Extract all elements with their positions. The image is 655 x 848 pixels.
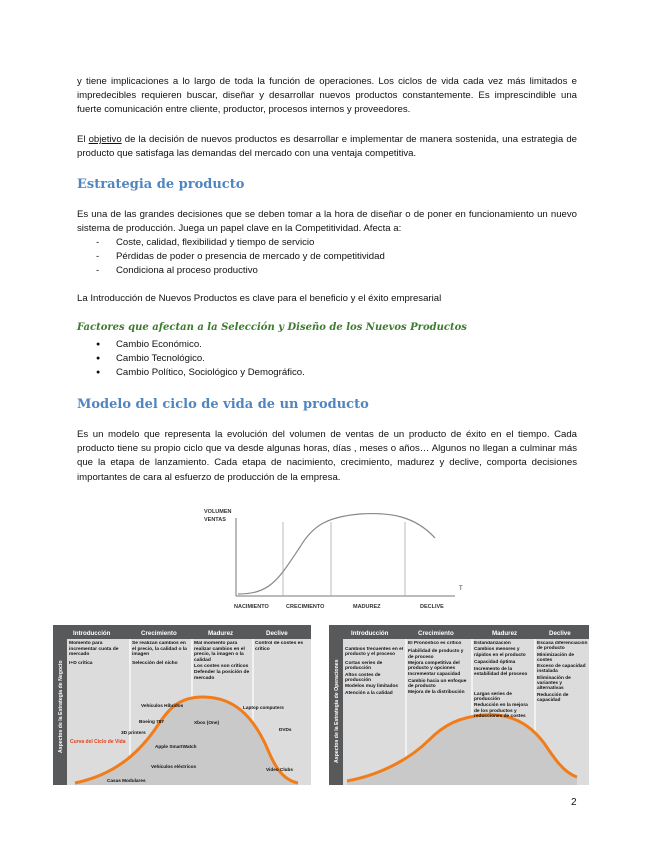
phase-label: CRECIMIENTO	[286, 604, 325, 610]
phase-label: MADUREZ	[353, 604, 381, 610]
curve-label: Curva del Ciclo de Vida	[70, 739, 126, 745]
product-label: DVDs	[279, 727, 292, 732]
cell-text: El Pronóstico es crítico	[408, 641, 462, 646]
cell-text: I+D crítica	[69, 660, 93, 666]
cell-text: Cortas series de producción	[345, 660, 383, 672]
x-axis-label: T	[459, 586, 463, 592]
estrategia-heading: Estrategia de producto	[77, 177, 245, 192]
bullet-marker: -	[96, 237, 100, 248]
column-header: Declive	[266, 630, 288, 637]
objective-prefix: El	[77, 134, 89, 145]
side-label: Aspectos de la Estrategia de Operaciones	[334, 659, 340, 763]
intro-paragraph: y tiene implicaciones a lo largo de toda la función de operaciones. Los ciclos de vida cada vez más limitados e impredecibles requieren buscar, diseñar y desarrollar nuevos productos constantemente. Es imprescindible una fuerte comunicación entre cliente, productor, procesos internos y proveedores.	[77, 76, 577, 116]
bullet-marker: ●	[96, 341, 101, 348]
cell-text: Minimización de costes	[537, 652, 575, 663]
bullet-marker: -	[96, 251, 100, 262]
side-label: Aspectos de la Estrategia de Negocio	[58, 660, 64, 753]
product-label: Laptop computers	[243, 705, 284, 710]
cell-text: Modelos muy limitados	[345, 684, 399, 690]
modelo-heading: Modelo del ciclo de vida de un producto	[77, 397, 369, 412]
page-number: 2	[571, 797, 577, 808]
cell-text: Se realizan cambios en el precio, la calidad o la imagen	[132, 641, 187, 658]
cell-text: Altos costes de producción	[345, 672, 381, 684]
factores-heading: Factores que afectan a la Selección y Diseño de los Nuevos Productos	[77, 322, 467, 333]
cell-text: Defender la posición de mercado	[194, 669, 250, 681]
product-label: Casas Modulares	[107, 778, 146, 783]
estrategia-closing: La Introducción de Nuevos Productos es clave para el beneficio y el éxito empresarial	[77, 293, 442, 304]
cell-text: Los costes son críticos	[194, 664, 249, 670]
cell-text: Control de costes es crítico	[255, 641, 304, 652]
list-item-text: Cambio Tecnológico.	[116, 353, 205, 364]
list-item-text: Cambio Político, Sociológico y Demográfico.	[116, 367, 305, 378]
phase-label: NACIMIENTO	[234, 604, 269, 610]
cell-text: Estandarización	[474, 641, 511, 646]
product-label: Vehículos Híbridos	[141, 703, 184, 708]
cell-text: Mal momento para realizar cambios en el precio, la imagen o la calidad	[194, 641, 245, 663]
cell-text: Eliminación de variantes y alternativas	[537, 675, 571, 692]
life-cycle-curve	[238, 514, 435, 594]
cell-text: Exceso de capacidad instalada	[537, 664, 586, 675]
cell-text: Reducción de capacidad	[537, 692, 569, 703]
phase-label: DECLIVE	[420, 604, 444, 610]
cell-text: Largas series de producción	[474, 691, 512, 703]
bullet-marker: ●	[96, 355, 101, 362]
product-label: Xbox (One)	[194, 720, 220, 725]
list-item-text: Cambio Económico.	[116, 339, 202, 350]
cell-text: Capacidad óptima	[474, 659, 516, 665]
product-label: 3D printers	[121, 730, 146, 735]
list-item-text: Pérdidas de poder o presencia de mercado y de competitividad	[116, 251, 385, 262]
cell-text: Incremento de la estabilidad del proceso	[474, 667, 528, 678]
column-header: Crecimiento	[418, 630, 454, 637]
estrategia-paragraph: Es una de las grandes decisiones que se deben tomar a la hora de diseñar o de poner en funcionamiento un nuevo sistema de producción. Juega un papel clave en la Competitividad. Afecta a:	[77, 209, 577, 235]
cell-text: Reducción en la mejora de los productos y reducciones de costes	[474, 703, 528, 719]
objective-rest: de la decisión de nuevos productos es desarrollar e implementar de manera sostenida, una estrategia de producto que satisfaga las demandas del mercado con una ventaja competitiva.	[77, 134, 577, 160]
cell-text: Cambios menores y rápidos en el producto	[474, 647, 526, 658]
list-item-text: Condiciona al proceso productivo	[116, 265, 258, 276]
column-header: Declive	[549, 630, 571, 637]
column-header: Crecimiento	[141, 630, 177, 637]
cell-declive	[255, 641, 310, 681]
objective-word: objetivo	[88, 134, 122, 145]
operations-strategy-table	[329, 625, 589, 785]
column-header: Madurez	[492, 630, 518, 637]
cell-introduccion	[69, 641, 128, 693]
life-cycle-curve-figure	[190, 502, 475, 614]
cell-text: Mejora de la distribución	[408, 690, 465, 696]
cell-text: Momento para incrementar cuota de mercado	[69, 641, 119, 658]
column-header: Introducción	[73, 630, 111, 637]
cell-introduccion	[345, 647, 405, 742]
cell-text: Cambio hacia un enfoque de producto	[408, 678, 467, 690]
cell-text: Atención a la calidad	[345, 690, 393, 696]
cell-text: Escasa diferenciación de producto	[537, 641, 588, 652]
product-label: Video Clubs	[266, 767, 294, 772]
product-label: Apple SmartWatch	[155, 744, 197, 749]
product-label: Boeing 787	[139, 719, 165, 724]
business-strategy-table	[53, 625, 311, 785]
column-header: Madurez	[208, 630, 234, 637]
objective-paragraph	[77, 133, 577, 161]
column-header: Introducción	[351, 630, 389, 637]
cell-text: Fiabilidad de producto y de proceso	[408, 649, 464, 660]
cell-declive	[537, 641, 588, 741]
list-item-text: Coste, calidad, flexibilidad y tiempo de servicio	[116, 237, 315, 248]
cell-text: Cambios frecuentes en el producto y el proceso	[345, 647, 404, 658]
y-axis-label: VOLUMEN	[204, 509, 232, 515]
cell-madurez	[194, 641, 252, 697]
y-axis-label: VENTAS	[204, 517, 226, 523]
cell-crecimiento	[408, 641, 470, 781]
cell-text: Selección del nicho	[132, 660, 178, 666]
bullet-marker: ●	[96, 369, 101, 376]
cell-text: Mejora competitiva del producto y opciones	[408, 660, 460, 672]
cell-madurez	[474, 641, 534, 781]
bullet-marker: -	[96, 265, 100, 276]
cell-text: Incrementar capacidad	[408, 672, 461, 678]
modelo-paragraph: Es un modelo que representa la evolución del volumen de ventas de un producto de éxito en el tiempo. Cada producto tiene su propio ciclo que va desde algunas horas, días , meses o años… Algunos no llegan a culminar más que la etapa de lanzamiento. Cada etapa de nacimiento, crecimiento, madurez y declive, comporta decisiones importantes de cara al esfuerzo de producción de la empresa.	[77, 429, 577, 483]
product-label: Vehículos eléctricos	[151, 764, 197, 769]
cell-crecimiento	[132, 641, 191, 693]
